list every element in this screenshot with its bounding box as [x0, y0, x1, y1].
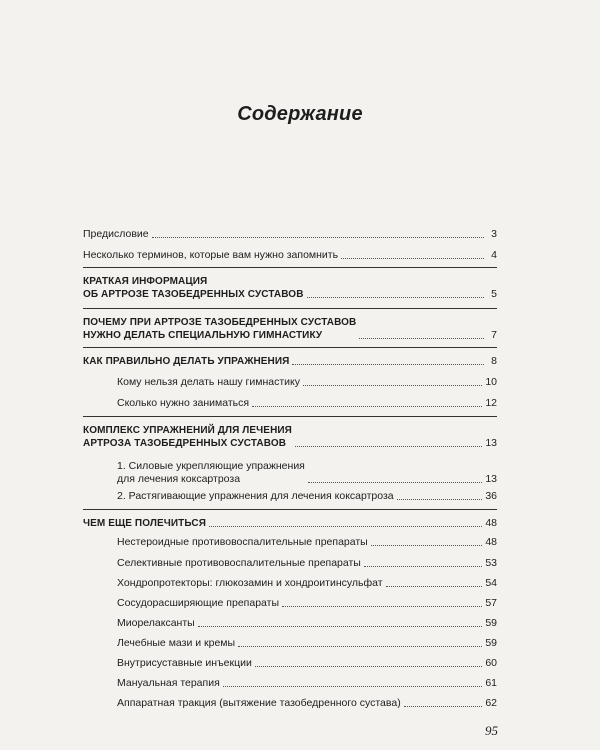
- toc-entry[interactable]: [117, 577, 497, 590]
- toc-entry[interactable]: [83, 228, 497, 241]
- dot-leader: [386, 586, 483, 587]
- toc-page-number: 13: [485, 473, 497, 485]
- toc-page-number: 10: [485, 376, 497, 388]
- toc-entry-title: Внутрисуставные инъекции: [117, 657, 252, 669]
- toc-entry[interactable]: [117, 597, 497, 610]
- toc-entry-title-line: для лечения коксартроза: [117, 473, 241, 485]
- dot-leader: [359, 338, 484, 339]
- toc-section-title-line: КАК ПРАВИЛЬНО ДЕЛАТЬ УПРАЖНЕНИЯ: [83, 356, 290, 367]
- toc-page-number: 13: [485, 437, 497, 449]
- toc-section[interactable]: [83, 517, 497, 530]
- toc-entry-title: Сосудорасширяющие препараты: [117, 597, 279, 609]
- toc-entry[interactable]: [117, 490, 497, 503]
- dot-leader: [307, 297, 484, 298]
- toc-entry-title: Селективные противовоспалительные препараты: [117, 557, 361, 569]
- toc-section-title-line: ПОЧЕМУ ПРИ АРТРОЗЕ ТАЗОБЕДРЕННЫХ СУСТАВОВ: [83, 317, 357, 328]
- section-divider: [83, 347, 497, 348]
- toc-section-title-line: ЧЕМ ЕЩЕ ПОЛЕЧИТЬСЯ: [83, 518, 206, 529]
- section-divider: [83, 416, 497, 417]
- toc-entry[interactable]: [117, 677, 497, 690]
- toc-entry[interactable]: [117, 637, 497, 650]
- page-title: Содержание: [237, 103, 363, 125]
- section-divider: [83, 509, 497, 510]
- toc-page-number: 61: [485, 677, 497, 689]
- dot-leader: [252, 406, 482, 407]
- dot-leader: [209, 526, 482, 527]
- toc-section-title-line: ОБ АРТРОЗЕ ТАЗОБЕДРЕННЫХ СУСТАВОВ: [83, 289, 304, 300]
- toc-page-number: 4: [491, 249, 497, 261]
- dot-leader: [341, 258, 484, 259]
- toc-page-number: 12: [485, 397, 497, 409]
- toc-page-number: 54: [485, 577, 497, 589]
- toc-entry-title: Предисловие: [83, 228, 149, 240]
- toc-entry[interactable]: [117, 397, 497, 410]
- toc-entry-title-line: 1. Силовые укрепляющие упражнения: [117, 460, 305, 472]
- dot-leader: [238, 646, 482, 647]
- toc-page-number: 5: [491, 288, 497, 300]
- toc-page-number: 3: [491, 228, 497, 240]
- toc-section-title-line: НУЖНО ДЕЛАТЬ СПЕЦИАЛЬНУЮ ГИМНАСТИКУ: [83, 330, 323, 341]
- dot-leader: [198, 626, 483, 627]
- dot-leader: [404, 706, 483, 707]
- toc-section-title-line: КОМПЛЕКС УПРАЖНЕНИЙ ДЛЯ ЛЕЧЕНИЯ: [83, 425, 292, 436]
- toc-entry[interactable]: [117, 536, 497, 549]
- toc-entry-title: Мануальная терапия: [117, 677, 220, 689]
- dot-leader: [364, 566, 482, 567]
- toc-page-number: 57: [485, 597, 497, 609]
- toc-entry[interactable]: [117, 376, 497, 389]
- toc-entry-title: Хондропротекторы: глюкозамин и хондроитинсульфат: [117, 577, 383, 589]
- toc-page-number: 48: [485, 517, 497, 529]
- toc-entry-title: Сколько нужно заниматься: [117, 397, 250, 409]
- toc-page-number: 7: [491, 329, 497, 341]
- toc-page-number: 48: [485, 536, 497, 548]
- toc-section[interactable]: [83, 275, 497, 301]
- toc-page-number: 36: [485, 490, 497, 502]
- toc-entry-title: Несколько терминов, которые вам нужно запомнить: [83, 249, 339, 261]
- toc-section-title-line: АРТРОЗА ТАЗОБЕДРЕННЫХ СУСТАВОВ: [83, 438, 287, 449]
- dot-leader: [397, 499, 483, 500]
- toc-section[interactable]: [83, 316, 497, 342]
- toc-entry[interactable]: [117, 617, 497, 630]
- dot-leader: [303, 385, 482, 386]
- toc-entry-title: Миорелаксанты: [117, 617, 195, 629]
- toc-page-number: 8: [491, 355, 497, 367]
- section-divider: [83, 267, 497, 268]
- toc-page-number: 53: [485, 557, 497, 569]
- toc-entry-title: Лечебные мази и кремы: [117, 637, 236, 649]
- dot-leader: [292, 364, 484, 365]
- dot-leader: [308, 482, 482, 483]
- dot-leader: [282, 606, 482, 607]
- section-divider: [83, 308, 497, 309]
- dot-leader: [371, 545, 483, 546]
- toc-entry-title: 2. Растягивающие упражнения для лечения коксартроза: [117, 490, 394, 502]
- dot-leader: [295, 446, 482, 447]
- toc-entry[interactable]: [117, 657, 497, 670]
- toc-entry[interactable]: [117, 460, 497, 486]
- toc-page-number: 59: [485, 637, 497, 649]
- toc-entry-title: Аппаратная тракция (вытяжение тазобедренного сустава): [117, 697, 401, 709]
- page-number: 95: [485, 723, 498, 738]
- toc-entry-title: Кому нельзя делать нашу гимнастику: [117, 376, 300, 388]
- toc-entry[interactable]: [117, 697, 497, 710]
- toc-page-number: 62: [485, 697, 497, 709]
- dot-leader: [255, 666, 482, 667]
- toc-entry[interactable]: [117, 557, 497, 570]
- toc-section-title-line: КРАТКАЯ ИНФОРМАЦИЯ: [83, 276, 208, 287]
- toc-entry-title: Нестероидные противовоспалительные препараты: [117, 536, 368, 548]
- toc-section[interactable]: [83, 424, 497, 450]
- toc-entry[interactable]: [83, 249, 497, 262]
- toc-page-number: 59: [485, 617, 497, 629]
- toc-page-number: 60: [485, 657, 497, 669]
- dot-leader: [152, 237, 484, 238]
- dot-leader: [223, 686, 483, 687]
- toc-section[interactable]: [83, 355, 497, 368]
